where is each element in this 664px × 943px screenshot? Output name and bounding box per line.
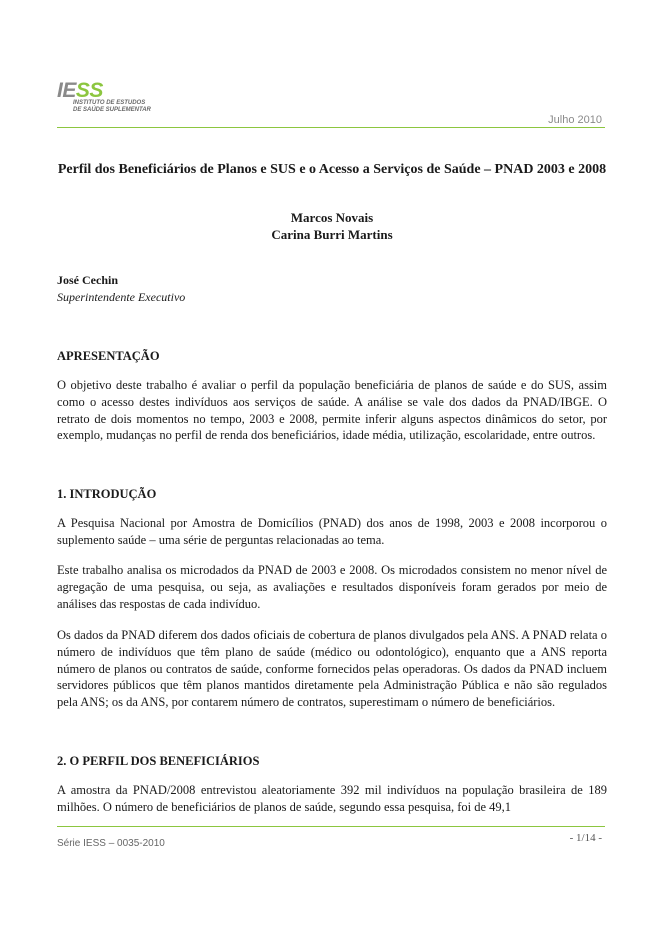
authors-block <box>57 209 607 243</box>
signatory-role: Superintendente Executivo <box>57 290 186 304</box>
header-divider <box>57 127 605 128</box>
publication-date: Julho 2010 <box>548 114 602 126</box>
signatory-name: José Cechin <box>57 273 118 287</box>
author-name: Carina Burri Martins <box>271 227 393 242</box>
paragraph: Os dados da PNAD diferem dos dados oficiais de cobertura de planos divulgados pela ANS. A PNAD relata o número de indivíduos que têm plano de saúde (médico ou odontológico), enquanto que a ANS reporta número de planos ou contratos de saúde, conforme fornecidos pelas operadoras. Os dados da PNAD incluem servidores públicos que têm planos mantidos diretamente pela Administração Pública e não são regulados pela ANS; os da ANS, por contarem número de contratos, superestimam o número de beneficiários. <box>57 628 607 710</box>
section-heading-apresentacao: APRESENTAÇÃO <box>57 349 160 363</box>
paragraph: A amostra da PNAD/2008 entrevistou aleatoriamente 392 mil indivíduos na população brasileira de 189 milhões. O número de beneficiários de planos de saúde, segundo essa pesquisa, foi de 49,1 <box>57 783 607 814</box>
logo-subtitle: INSTITUTO DE ESTUDOS DE SAÚDE SUPLEMENTAR <box>73 100 151 113</box>
page-number: - 1/14 - <box>569 832 602 844</box>
section-heading-perfil: 2. O PERFIL DOS BENEFICIÁRIOS <box>57 754 260 768</box>
document-title: Perfil dos Beneficiários de Planos e SUS e o Acesso a Serviços de Saúde – PNAD 2003 e 2008 <box>57 162 607 177</box>
section-heading-introducao: 1. INTRODUÇÃO <box>57 487 157 501</box>
footer-divider <box>57 826 605 827</box>
paragraph: O objetivo deste trabalho é avaliar o perfil da população beneficiária de planos de saúde e do SUS, assim como o acesso destes indivíduos aos serviços de saúde. A análise se vale dos dados da PNAD/IBGE. O retrato de dois momentos no tempo, 2003 e 2008, permite inferir alguns aspectos dinâmicos do setor, por exemplo, mudanças no perfil de renda dos beneficiários, idade média, utilização, escolaridade, entre outros. <box>57 378 607 443</box>
footer-series: Série IESS – 0035-2010 <box>57 838 165 849</box>
paragraph: Este trabalho analisa os microdados da PNAD de 2003 e 2008. Os microdados consistem no menor nível de agregação de uma pesquisa, ou seja, as avaliações e resultados disponíveis foram gerados por meio de análises das respostas de cada indivíduo. <box>57 563 607 611</box>
paragraph: A Pesquisa Nacional por Amostra de Domicílios (PNAD) dos anos de 1998, 2003 e 2008 incorporou o suplemento saúde – uma série de perguntas relacionadas ao tema. <box>57 516 607 547</box>
logo-mark: IESS <box>57 79 103 102</box>
author-name: Marcos Novais <box>290 210 374 225</box>
iess-logo <box>57 80 167 120</box>
